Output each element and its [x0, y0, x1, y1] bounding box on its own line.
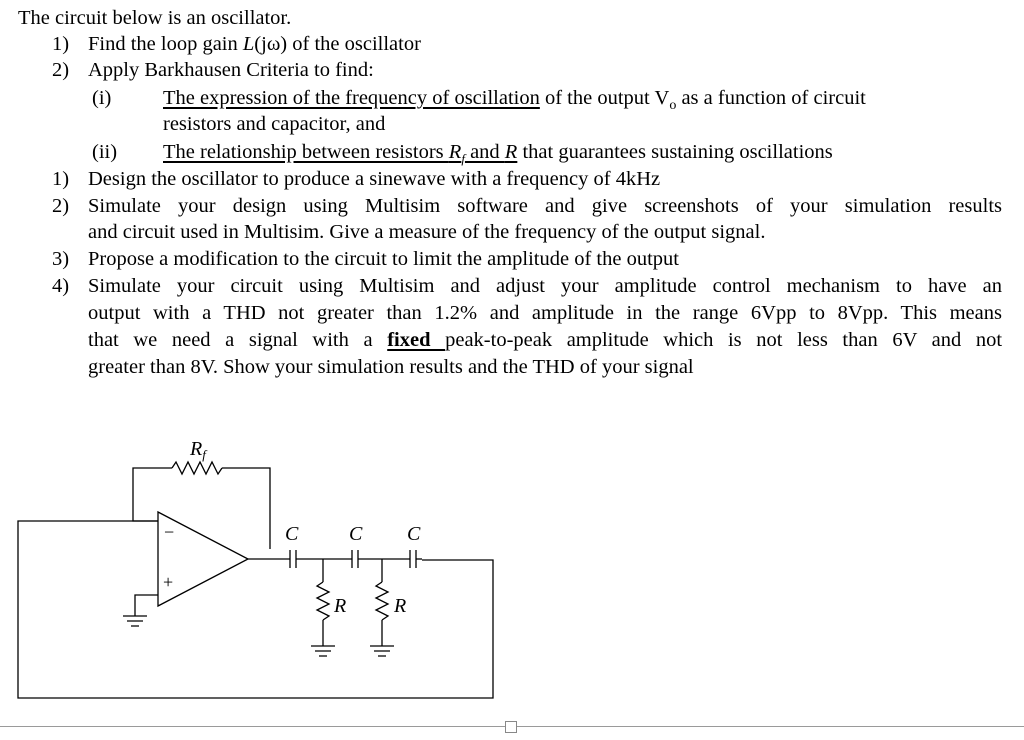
sub-item-i-text: The expression of the frequency of oscillation of the output $V_o$ as a function of circuit — [163, 87, 866, 114]
task-4-line1: Simulate your circuit using Multisim and adjust your amplitude control mechanism to have an — [88, 275, 1002, 297]
capacitor-1 — [290, 550, 296, 568]
task-4-line2: output with a THD not greater than 1.2% and amplitude in the range 6Vpp to 8Vpp. This means — [88, 302, 1002, 324]
list-item-2-text: Apply Barkhausen Criteria to find: — [88, 59, 374, 81]
resistor-1-label: R — [334, 595, 347, 617]
sub-item-ii-number: (ii) — [92, 141, 118, 163]
task-2-number: 2) — [52, 195, 70, 217]
noninverting-input-sign: + — [163, 572, 174, 592]
task-1-number: 1) — [52, 168, 70, 190]
plus-input-wire — [135, 595, 158, 616]
task-4-line3: that we need a signal with a fixed peak-to-peak amplitude which is not less than 6V and not — [88, 329, 1003, 351]
ground-symbol-1 — [123, 616, 147, 626]
list-item-1-number: 1) — [52, 33, 70, 55]
capacitor-2 — [352, 550, 358, 568]
shunt-resistor-1 — [317, 582, 329, 620]
outer-feedback-wire — [18, 521, 493, 698]
oscillator-circuit-diagram — [0, 400, 520, 710]
task-1-text: Design the oscillator to produce a sinewave with a frequency of 4kHz — [88, 168, 661, 190]
resize-handle[interactable] — [505, 721, 517, 733]
ground-symbol-3 — [370, 646, 394, 656]
list-item-2-number: 2) — [52, 59, 70, 81]
shunt-resistor-2 — [376, 582, 388, 620]
capacitor-2-label: C — [349, 523, 363, 545]
task-2-line2: and circuit used in Multisim. Give a measure of the frequency of the output signal. — [88, 221, 766, 243]
rf-left-wire — [133, 468, 172, 521]
rf-label: $R_f$ — [190, 438, 206, 462]
task-3-number: 3) — [52, 248, 70, 270]
list-item-1-text: Find the loop gain L(jω) of the oscillator — [88, 33, 421, 55]
sub-item-ii-text: The relationship between resistors $R_f$ and R that guarantees sustaining oscillations — [163, 141, 833, 167]
capacitor-3-label: C — [407, 523, 421, 545]
task-2-line1: Simulate your design using Multisim software and give screenshots of your simulation results — [88, 195, 1002, 217]
capacitor-1-label: C — [285, 523, 299, 545]
sub-item-i-line2: resistors and capacitor, and — [163, 113, 386, 135]
ground-symbol-2 — [311, 646, 335, 656]
sub-item-i-number: (i) — [92, 87, 112, 109]
resistor-2-label: R — [394, 595, 407, 617]
inverting-input-sign: − — [164, 522, 175, 542]
capacitor-3 — [410, 550, 416, 568]
task-3-text: Propose a modification to the circuit to limit the amplitude of the output — [88, 248, 679, 270]
intro-text: The circuit below is an oscillator. — [18, 7, 292, 29]
rf-resistor — [172, 462, 222, 474]
task-4-line4: greater than 8V. Show your simulation results and the THD of your signal — [88, 356, 694, 378]
rf-right-wire — [222, 468, 270, 549]
task-4-number: 4) — [52, 275, 70, 297]
